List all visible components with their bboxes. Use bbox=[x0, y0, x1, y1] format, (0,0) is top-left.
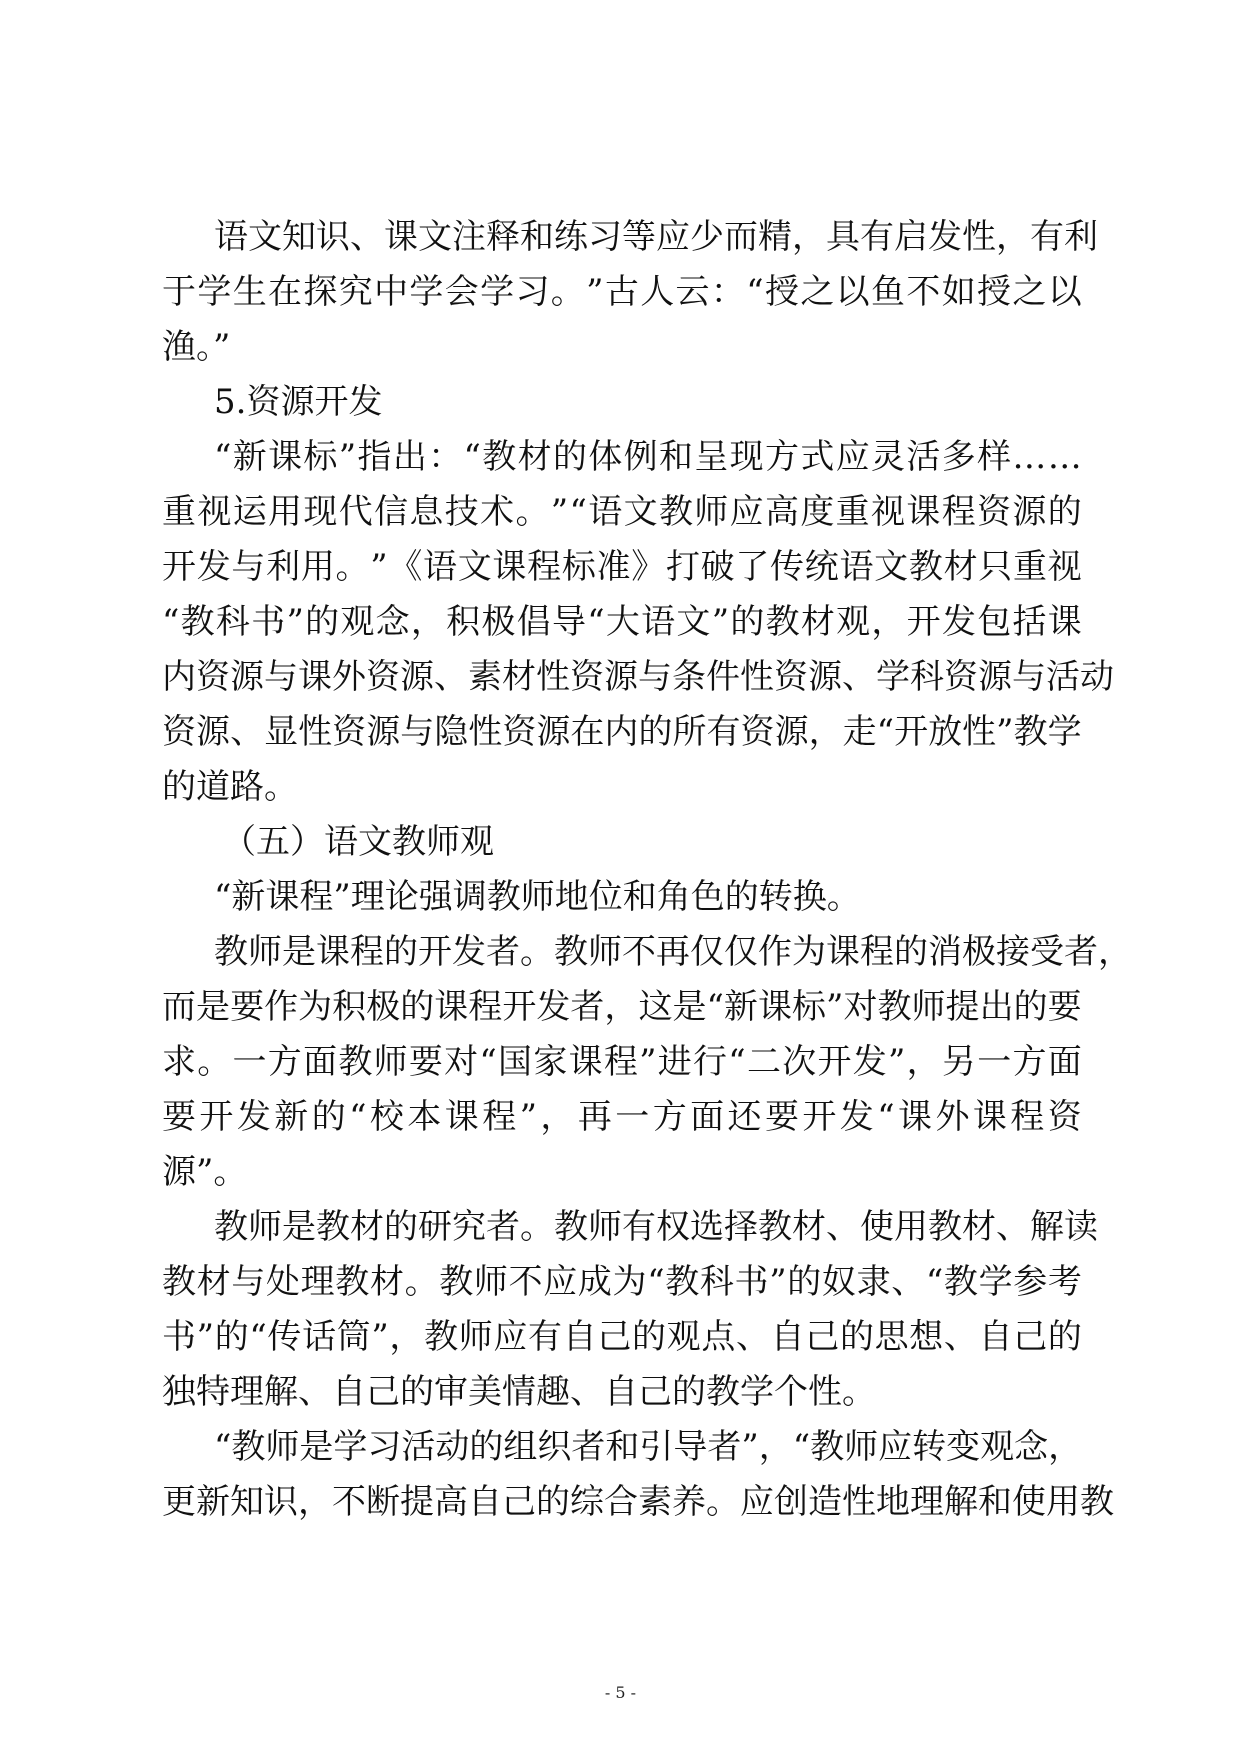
text-line: 教 材 与 处 理 教 材 。 教 师 不 应 成 为 “ 教 科 书 ” 的 奴 隶 、 “ 教 学 参 考 bbox=[162, 1262, 1082, 1302]
text-line: 5.资源开发 bbox=[214, 382, 383, 422]
text-line: 开 发 与 利 用 。 ” 《 语 文 课 程 标 准 》 打 破 了 传 统 语 文 教 材 只 重 视 bbox=[162, 547, 1082, 587]
text-line: 渔。” bbox=[162, 327, 231, 367]
text-line: 而 是 要 作 为 积 极 的 课 程 开 发 者 ， 这 是 “ 新 课 标 ” 对 教 师 提 出 的 要 bbox=[162, 987, 1082, 1027]
text-line: 的道路。 bbox=[162, 767, 298, 807]
text-line: “ 教 师 是 学 习 活 动 的 组 织 者 和 引 导 者 ” ， “ 教 师 应 转 变 观 念 ， bbox=[214, 1427, 1083, 1467]
text-line: 教 师 是 教 材 的 研 究 者 。 教 师 有 权 选 择 教 材 、 使 用 教 材 、 解 读 bbox=[214, 1207, 1098, 1247]
text-line: 教 师 是 课 程 的 开 发 者 。 教 师 不 再 仅 仅 作 为 课 程 的 消 极 接 受 者 ， bbox=[214, 932, 1132, 972]
text-line: 求 。 一 方 面 教 师 要 对 “ 国 家 课 程 ” 进 行 “ 二 次 开 发 ” ， 另 一 方 面 bbox=[162, 1042, 1082, 1082]
text-line: 要 开 发 新 的 “ 校 本 课 程 ” ， 再 一 方 面 还 要 开 发 “ 课 外 课 程 资 bbox=[162, 1097, 1082, 1137]
text-line: 重 视 运 用 现 代 信 息 技 术 。 ” “ 语 文 教 师 应 高 度 重 视 课 程 资 源 的 bbox=[162, 492, 1082, 532]
page-number: - 5 - bbox=[604, 1683, 637, 1702]
text-line: 资 源 、 显 性 资 源 与 隐 性 资 源 在 内 的 所 有 资 源 ， 走 “ 开 放 性 ” 教 学 bbox=[162, 712, 1082, 752]
body-text bbox=[162, 210, 1132, 1530]
text-line: 于 学 生 在 探 究 中 学 会 学 习 。 ” 古 人 云 ： “ 授 之 以 鱼 不 如 授 之 以 bbox=[162, 272, 1082, 312]
text-line: （五）语文教师观 bbox=[222, 822, 494, 862]
text-line: “ 新 课 标 ” 指 出 ： “ 教 材 的 体 例 和 呈 现 方 式 应 灵 活 多 样 … … bbox=[214, 437, 1082, 477]
text-line: “ 教 科 书 ” 的 观 念 ， 积 极 倡 导 “ 大 语 文 ” 的 教 材 观 ， 开 发 包 括 课 bbox=[162, 602, 1082, 642]
text-line: 内 资 源 与 课 外 资 源 、 素 材 性 资 源 与 条 件 性 资 源 、 学 科 资 源 与 活 动 bbox=[162, 657, 1114, 697]
text-line: 语 文 知 识 、 课 文 注 释 和 练 习 等 应 少 而 精 ， 具 有 启 发 性 ， 有 利 bbox=[214, 217, 1098, 257]
text-line: 源”。 bbox=[162, 1152, 248, 1192]
text-line: 书 ” 的 “ 传 话 筒 ” ， 教 师 应 有 自 己 的 观 点 、 自 己 的 思 想 、 自 己 的 bbox=[162, 1317, 1082, 1357]
text-line: “新课程”理论强调教师地位和角色的转换。 bbox=[214, 877, 861, 917]
text-line: 更 新 知 识 ， 不 断 提 高 自 己 的 综 合 素 养 。 应 创 造 性 地 理 解 和 使 用 教 bbox=[162, 1482, 1114, 1522]
text-line: 独特理解、自己的审美情趣、自己的教学个性。 bbox=[162, 1372, 876, 1412]
